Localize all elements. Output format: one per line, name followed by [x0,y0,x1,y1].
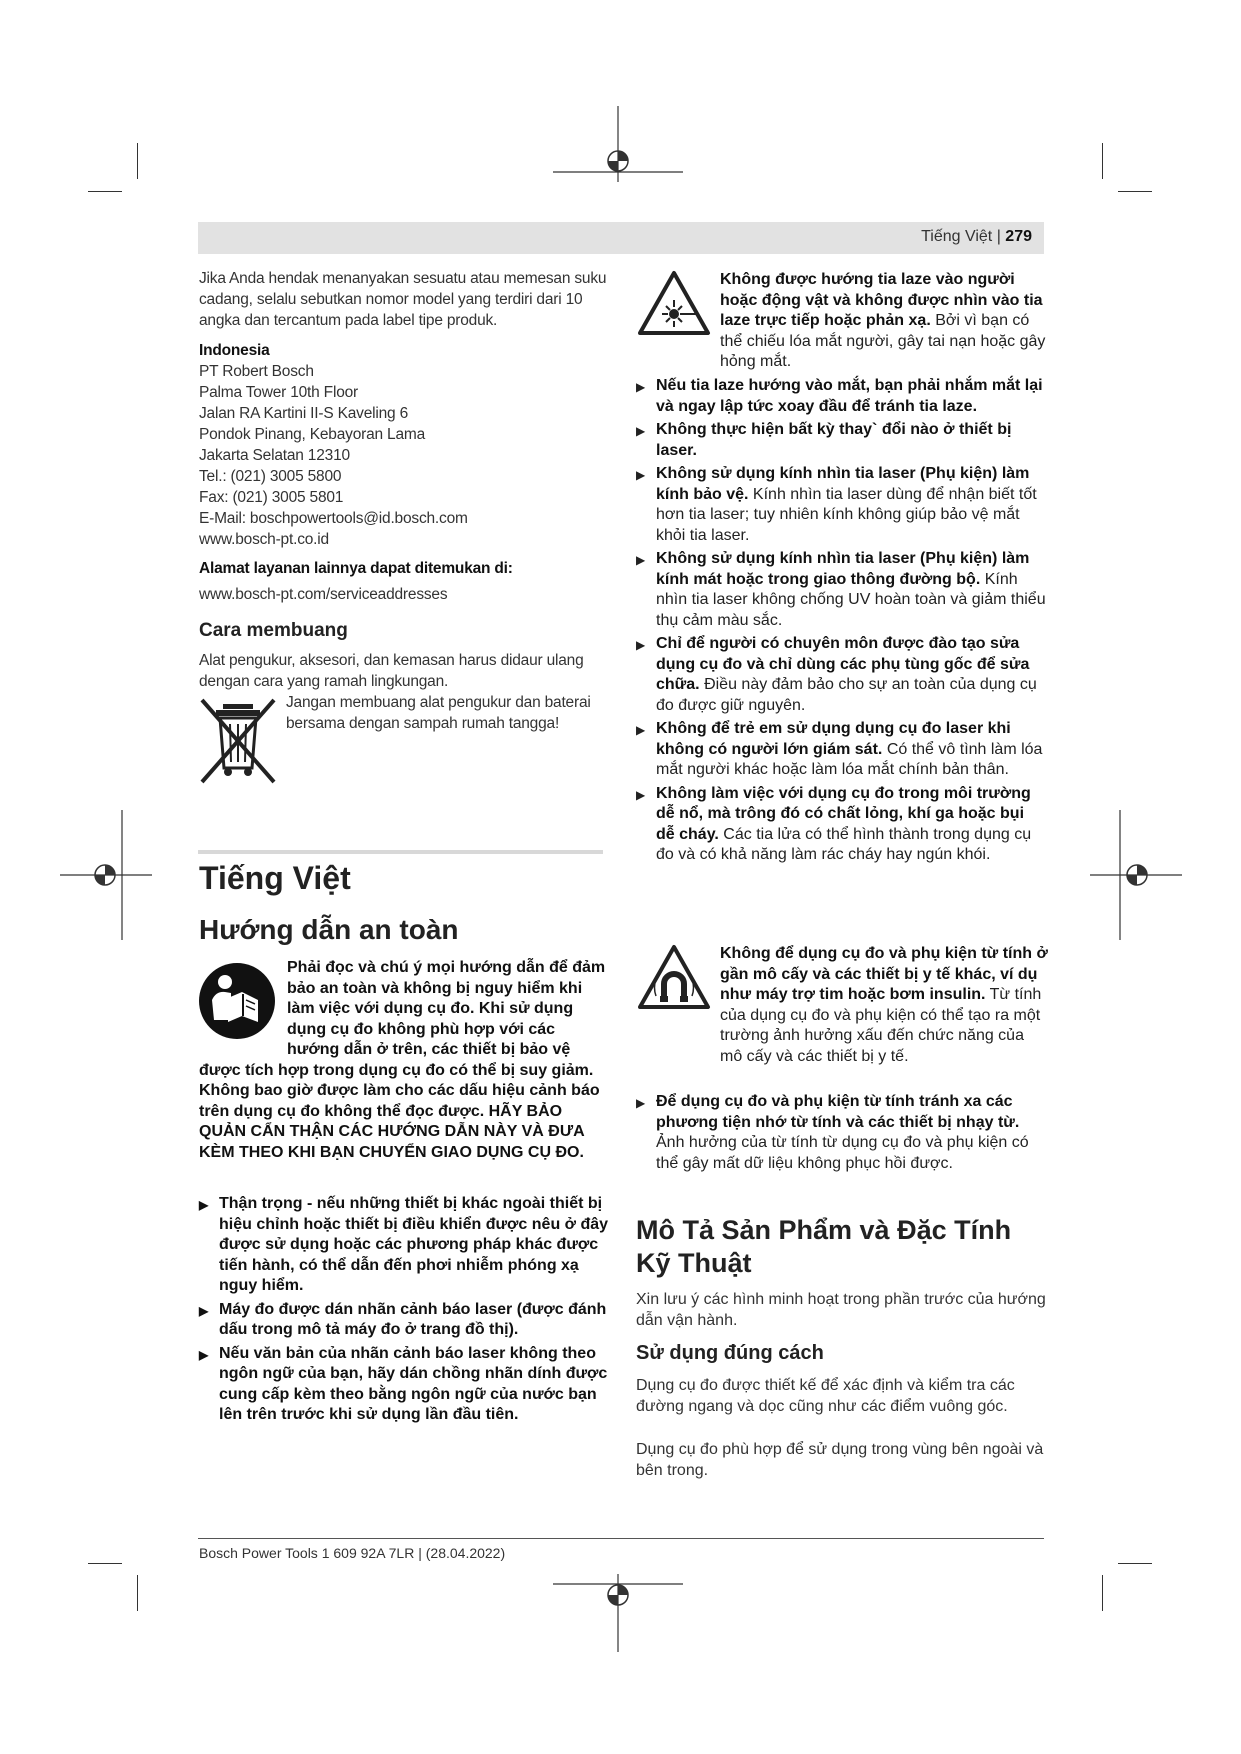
registration-mark-icon [60,810,152,940]
bullet-bold: Không làm việc với dụng cụ đo trong môi trường dễ nổ, mà trông đó có chất lỏng, khí ga hoặc bụi dễ cháy. [656,784,1031,843]
laser-warning-normal: Bởi vì bạn có thể chiếu lóa mắt người, gây tai nạn hoặc gây hỏng mắt. [720,312,1046,370]
address-block [199,340,609,550]
laser-bullet [636,719,1046,781]
bullet-bold: Không thực hiện bất kỳ thay` đổi nào ở thiết bị laser. [656,421,1012,459]
laser-bullet [636,464,1046,546]
bullet-normal: Có thể vô tình làm lóa mắt người khác hoặc làm lóa mắt chính bản thân. [656,740,1043,778]
laser-bullet [636,420,1046,461]
bullet-normal: Kính nhìn tia laser không chống UV hoàn toàn và giảm thiểu thụ cảm màu sắc. [656,570,1046,629]
bullet-bold: Để dụng cụ đo và phụ kiện từ tính tránh xa các phương tiện nhớ từ tính và các thiết bị nhạy từ. [656,1093,1020,1131]
usage-text-2: Dụng cụ đo phù hợp để sử dụng trong vùng bên ngoài và bên trong. [636,1441,1044,1479]
bullet-normal: Kính nhìn tia laser dùng để nhận biết tốt hơn tia laser; tuy nhiên kính không giúp bảo vệ mắt khỏi tia laser. [656,485,1037,544]
address-line: Pondok Pinang, Kebayoran Lama [199,426,426,443]
registration-mark-icon [553,106,683,198]
footer-rule [198,1538,1044,1539]
address-line: PT Robert Bosch [199,363,314,380]
header-language: Tiếng Việt [921,228,993,245]
intro-paragraph: Jika Anda hendak menanyakan sesuatu atau memesan suku cadang, selalu sebutkan nomor model yang terdiri dari 10 angka dan tercantum pada label tipe produk. [199,270,607,329]
bullet-normal: Ảnh hưởng của từ tính từ dụng cụ đo và phụ kiện có thể gây mất dữ liệu không phục hồi được. [656,1134,1029,1172]
usage-text-1: Dụng cụ đo được thiết kế để xác định và kiểm tra các đường ngang và dọc cũng như các điểm vuông góc. [636,1377,1015,1415]
section-divider [198,850,603,854]
magnet-bullet [636,1092,1046,1174]
safety-bullet-list [199,1194,609,1429]
registration-mark-icon [553,1560,683,1652]
bullet-bold: Không sử dụng kính nhìn tia laser (Phụ kiện) làm kính mát hoặc trong giao thông đường bộ. [656,550,1030,588]
registration-mark-icon [1090,810,1182,940]
laser-warning-bold: Không được hướng tia laze vào người hoặc động vật và không được nhìn vào tia laze trực tiếp hoặc phản xạ. [720,271,1043,329]
address-line: Palma Tower 10th Floor [199,384,359,401]
safety-bullet: ▶ Thận trọng - nếu những thiết bị khác ngoài thiết bị hiệu chỉnh hoặc thiết bị điều khiển được nêu ở đây được sử dụng hoặc các phương pháp khác được tiến hành, có thể dẫn đến phơi nhiễm phóng xạ nguy hiểm. [199,1194,609,1297]
fax-line: Fax: (021) 3005 5801 [199,489,344,506]
bullet-bold: Không sử dụng kính nhìn tia laser (Phụ kiện) làm kính bảo vệ. [656,465,1030,503]
laser-bullet [636,784,1046,866]
disposal-heading: Cara membuang [199,620,348,641]
bullet-bold: Nếu tia laze hướng vào mắt, bạn phải nhắm mắt lại và ngay lập tức xoay đầu để tránh tia laze. [656,377,1043,415]
bullet-normal: Điều này đảm bảo cho sự an toàn của dụng cụ đo được giữ nguyên. [656,676,1037,714]
laser-warning-text [720,270,1048,373]
bullet-bold: Không để trẻ em sử dụng dụng cụ đo laser khi không có người lớn giám sát. [656,720,1011,758]
product-text: Xin lưu ý các hình minh hoạt trong phần trước của hướng dẫn vận hành. [636,1291,1046,1329]
disposal-text: Alat pengukur, aksesori, dan kemasan harus didaur ulang dengan cara yang ramah lingkungan. [199,652,584,690]
header-text [921,228,1032,246]
email-link[interactable]: E-Mail: boschpowertools@id.bosch.com [199,510,468,527]
usage-heading: Sử dụng đúng cách [636,1342,824,1364]
bullet-normal: Các tia lửa có thể hình thành trong dụng cụ đo và có khả năng làm rác cháy hay ngún khói. [656,825,1032,863]
safety-heading: Hướng dẫn an toàn [199,914,459,945]
page-number: 279 [1005,228,1032,245]
magnet-warning-normal: Từ tính của dụng cụ đo và phụ kiện có thể tạo ra một trường ảnh hưởng xấu đến chức năng của mô cấy và các thiết bị y tế. [720,986,1042,1065]
header-separator: | [996,228,1001,245]
service-url-link[interactable]: www.bosch-pt.com/serviceaddresses [199,586,448,603]
address-line: Jalan RA Kartini II-S Kaveling 6 [199,405,408,422]
phone-line: Tel.: (021) 3005 5800 [199,468,342,485]
page-header [198,222,1044,254]
laser-bullet-list [636,376,1046,869]
bullet-bold: Chỉ để người có chuyên môn được đào tạo sửa dụng cụ đo và chỉ dùng các phụ tùng gốc để sửa chữa. [656,635,1030,693]
laser-warning-icon [637,270,711,336]
website-link[interactable]: www.bosch-pt.co.id [199,531,329,548]
magnet-warning-bold: Không để dụng cụ đo và phụ kiện từ tính ở gần mô cấy và các thiết bị y tế khác, ví dụ như máy trợ tim hoặc bơm insulin. [720,945,1048,1003]
product-heading: Mô Tả Sản Phẩm và Đặc Tính Kỹ Thuật [636,1215,1012,1278]
section-title: Tiếng Việt [199,860,351,896]
magnet-bullet-list [636,1092,1046,1177]
laser-bullet [636,376,1046,417]
safety-bullet: ▶ Máy đo được dán nhãn cảnh báo laser (được đánh dấu trong mô tả máy đo ở trang đồ thị). [199,1300,609,1341]
service-heading: Alamat layanan lainnya dapat ditemukan di: [199,560,513,577]
disposal-icon-text: Jangan membuang alat pengukur dan baterai bersama dengan sampah rumah tangga! [286,694,591,732]
magnet-warning-text [720,944,1048,1067]
laser-bullet [636,634,1046,716]
footer-text: Bosch Power Tools 1 609 92A 7LR | (28.04.2022) [199,1545,506,1561]
safety-bullet: ▶ Nếu văn bản của nhãn cảnh báo laser không theo ngôn ngữ của bạn, hãy dán chồng nhãn dính được cung cấp kèm theo bằng ngôn ngữ của nước bạn lên trên trước khi sử dụng lần đầu tiên. [199,1344,609,1426]
laser-bullet [636,549,1046,631]
country-heading: Indonesia [199,342,270,359]
icon-spacer [199,958,287,1060]
address-line: Jakarta Selatan 12310 [199,447,350,464]
safety-intro: Phải đọc và chú ý mọi hướng dẫn để đảm bảo an toàn và không bị nguy hiểm khi làm việc với dụng cụ đo. Khi sử dụng dụng cụ đo không phù hợp với các hướng dẫn ở trên, các thiết bị bảo vệ được tích hợp trong dụng cụ đo có thể bị suy giảm. Không bao giờ được làm cho các dấu hiệu cảnh báo trên dụng cụ đo không thể đọc được. HÃY BẢO QUẢN CẨN THẬN CÁC HƯỚNG DẪN NÀY VÀ ĐƯA KÈM THEO KHI BẠN CHUYỂN GIAO DỤNG CỤ ĐO. [199,959,606,1161]
magnet-warning-icon [637,944,711,1010]
crossed-bin-icon [198,698,278,784]
